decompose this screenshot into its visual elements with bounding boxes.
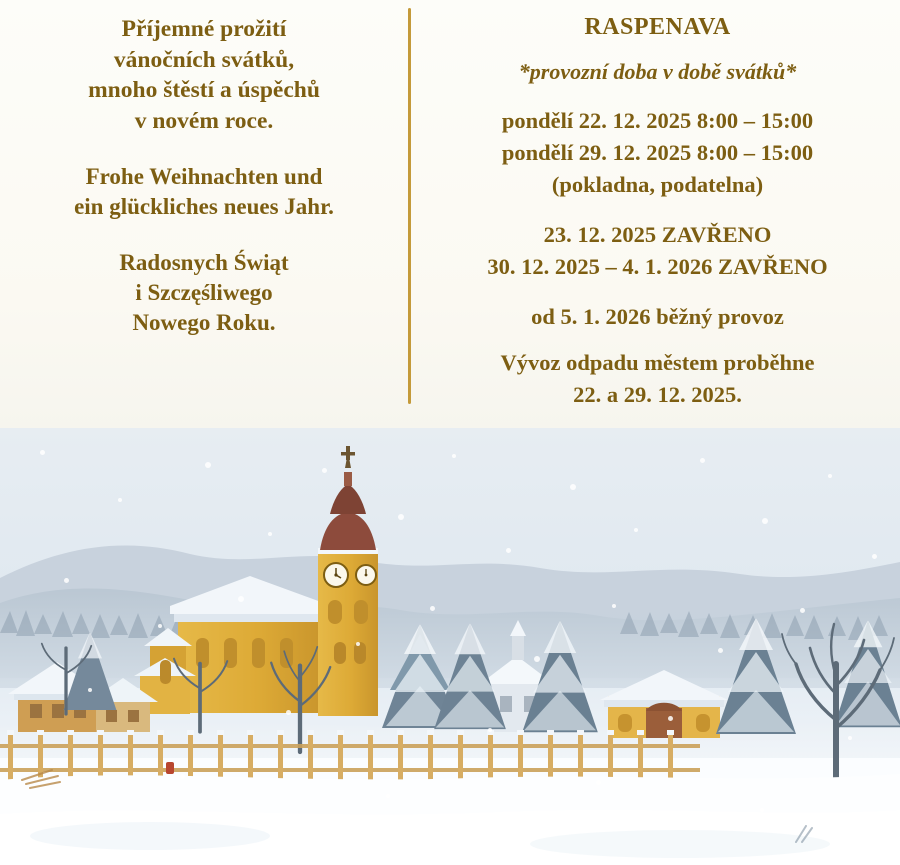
notice-column (411, 0, 900, 432)
greeting-czech (20, 14, 388, 136)
illustration-svg (0, 428, 900, 865)
greeting-german-line-2: ein glückliches neues Jahr. (74, 194, 334, 220)
waste-line-1: Vývoz odpadu městem proběhne (500, 349, 815, 375)
open-hours-line-1: pondělí 22. 12. 2025 8:00 – 15:00 (501, 108, 814, 133)
waste-line-2: 22. a 29. 12. 2025. (573, 381, 742, 407)
text-area (0, 0, 900, 432)
winter-town-illustration (0, 428, 900, 865)
greeting-czech-line-4: v novém roce. (134, 107, 274, 134)
open-hours-line-2: pondělí 29. 12. 2025 8:00 – 15:00 (501, 139, 814, 165)
greeting-polish-line-2: i Szczęśliwego (135, 279, 273, 305)
closed-day-line-1: 23. 12. 2025 ZAVŘENO (543, 221, 772, 247)
greeting-polish-line-1: Radosnych Świąt (119, 249, 289, 275)
open-hours-note: (pokladna, podatelna) (551, 171, 764, 197)
greeting-polish (20, 248, 388, 338)
resume-group (429, 301, 886, 333)
greeting-german (20, 162, 388, 222)
greeting-czech-line-3: mnoho štěstí a úspěchů (88, 77, 320, 104)
notice-subtitle: *provozní doba v době svátků* (518, 59, 797, 84)
page-title: RASPENAVA (584, 14, 731, 40)
greeting-czech-line-1: Příjemné prožití (121, 16, 287, 42)
open-hours-group (429, 105, 886, 201)
closed-day-line-2: 30. 12. 2025 – 4. 1. 2026 ZAVŘENO (487, 253, 828, 279)
closed-days-group (429, 219, 886, 283)
resume-line: od 5. 1. 2026 běžný provoz (531, 303, 784, 329)
greetings-column (0, 0, 408, 432)
greeting-czech-line-2: vánočních svátků, (113, 46, 295, 73)
waste-group (429, 347, 886, 411)
greeting-polish-line-3: Nowego Roku. (132, 309, 276, 335)
greeting-german-line-1: Frohe Weihnachten und (85, 164, 323, 190)
